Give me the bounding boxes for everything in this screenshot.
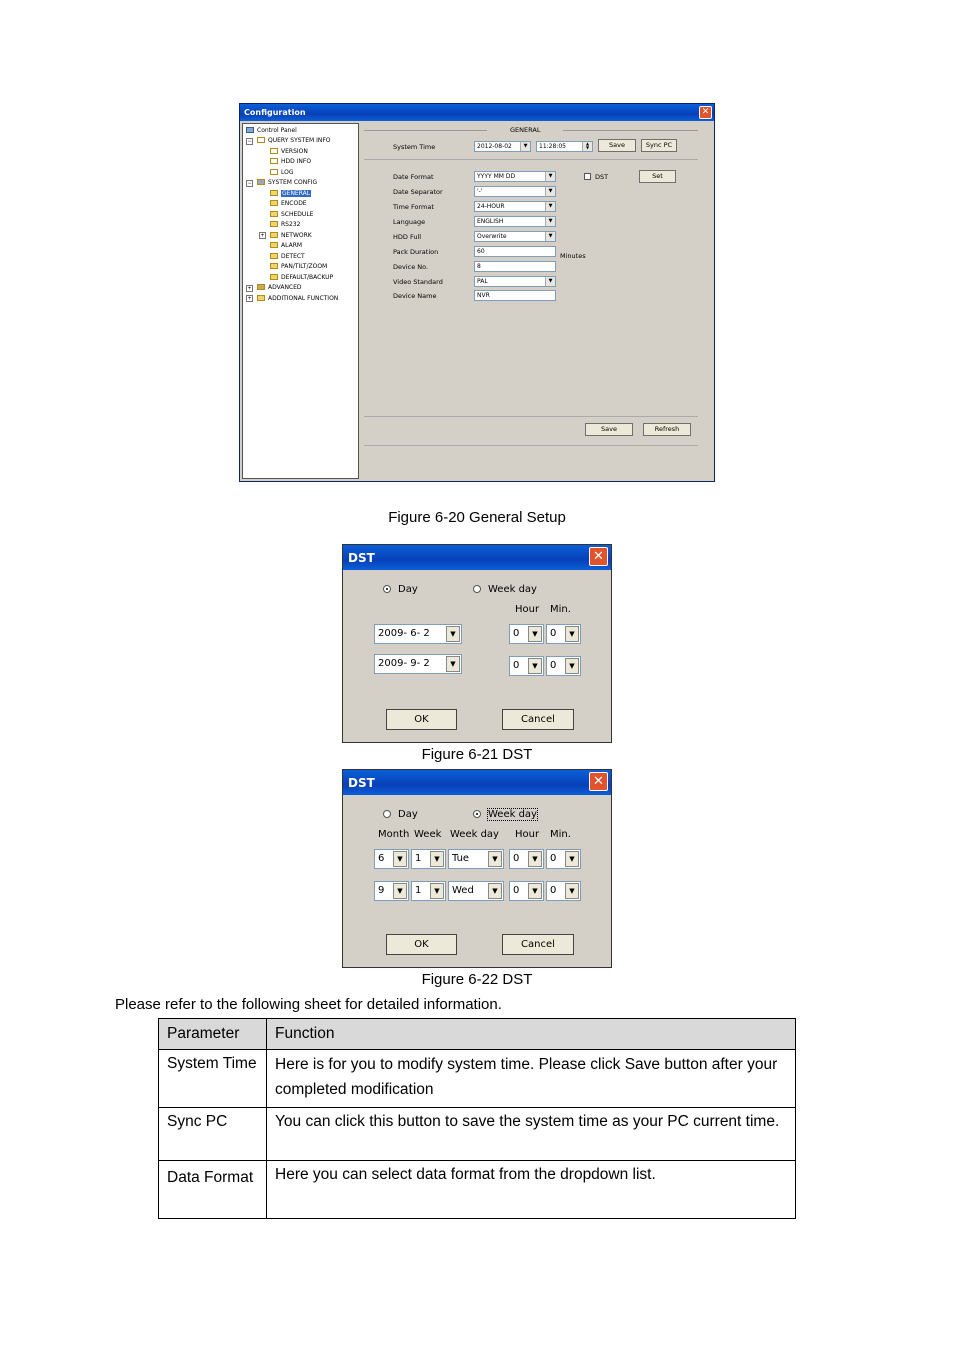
dropdown-arrow-icon[interactable]: ▼ [545, 217, 555, 226]
dropdown-arrow-icon[interactable]: ▼ [393, 851, 407, 867]
tree-system-config[interactable]: SYSTEM CONFIG [257, 179, 317, 187]
day-radio[interactable]: Day [383, 584, 418, 595]
dropdown-arrow-icon[interactable]: ▼ [393, 883, 407, 899]
header-function: Function [267, 1019, 796, 1050]
dropdown-arrow-icon[interactable]: ▼ [488, 851, 502, 867]
cancel-button[interactable]: Cancel [502, 934, 574, 955]
function-cell: Here you can select data format from the dropdown list. [267, 1161, 796, 1219]
dst-set-button[interactable]: Set [639, 170, 676, 183]
end-hour-select[interactable]: 0 ▼ [509, 656, 544, 676]
tree-network[interactable]: NETWORK [270, 232, 312, 240]
tree-control-panel[interactable]: Control Panel [246, 127, 297, 135]
dropdown-arrow-icon[interactable]: ▼ [528, 658, 542, 674]
tree-default-backup[interactable]: DEFAULT/BACKUP [270, 274, 333, 282]
collapse-icon[interactable]: − [247, 139, 252, 145]
divider [364, 159, 698, 160]
week-day-radio[interactable]: Week day [473, 584, 537, 595]
ok-button[interactable]: OK [386, 934, 457, 955]
week-label: Week [414, 829, 442, 840]
tree-additional-function[interactable]: ADDITIONAL FUNCTION [257, 295, 338, 303]
config-tree-panel [242, 123, 359, 479]
expand-icon[interactable]: + [247, 286, 252, 292]
folder-icon [270, 221, 278, 227]
dropdown-arrow-icon[interactable]: ▼ [446, 626, 460, 642]
tree-rs232[interactable]: RS232 [270, 221, 300, 229]
save-button[interactable]: Save [585, 423, 633, 436]
system-date-field[interactable]: 2012-08-02 ▼ [474, 141, 531, 152]
dst-week-titlebar [343, 770, 611, 795]
dst-week-title: DST [348, 776, 375, 790]
folder-icon [270, 274, 278, 280]
start-month-select[interactable]: 6 ▼ [374, 849, 409, 869]
dropdown-arrow-icon[interactable]: ▼ [488, 883, 502, 899]
minutes-label: Minutes [560, 252, 586, 260]
dst-day-titlebar [343, 545, 611, 570]
radio-selected-icon [383, 585, 391, 593]
folder-icon [270, 200, 278, 206]
time-format-label: Time Format [393, 203, 434, 211]
general-panel [362, 123, 712, 479]
hdd-full-select[interactable]: Overwrite ▼ [474, 231, 556, 242]
start-week-select[interactable]: 1 ▼ [411, 849, 446, 869]
dropdown-arrow-icon[interactable]: ▼ [430, 883, 444, 899]
folder-icon [270, 263, 278, 269]
refresh-button[interactable]: Refresh [643, 423, 691, 436]
dropdown-arrow-icon[interactable]: ▼ [565, 626, 579, 642]
dst-checkbox[interactable] [584, 173, 591, 180]
table-row [159, 1108, 796, 1161]
dropdown-arrow-icon[interactable]: ▼ [565, 851, 579, 867]
day-radio[interactable]: Day [383, 809, 418, 820]
radio-selected-icon [473, 810, 481, 818]
end-hour-select[interactable]: 0 ▼ [509, 881, 544, 901]
device-name-input[interactable]: NVR [474, 290, 556, 301]
week-day-radio[interactable]: Week day [473, 809, 537, 820]
computer-icon [246, 127, 254, 133]
figure-caption-6-20: Figure 6-20 General Setup [388, 509, 566, 526]
config-titlebar [240, 104, 714, 121]
document-icon [270, 169, 278, 175]
tree-schedule[interactable]: SCHEDULE [270, 211, 313, 219]
document-icon [257, 137, 265, 143]
end-month-select[interactable]: 9 ▼ [374, 881, 409, 901]
device-no-input[interactable]: 8 [474, 261, 556, 272]
tree-advanced[interactable]: ADVANCED [257, 284, 302, 292]
figure-caption-6-21: Figure 6-21 DST [421, 746, 533, 763]
folder-icon [270, 253, 278, 259]
collapse-icon[interactable]: − [247, 181, 252, 187]
radio-unselected-icon [473, 585, 481, 593]
time-format-select[interactable]: 24-HOUR ▼ [474, 201, 556, 212]
dropdown-arrow-icon[interactable]: ▼ [565, 883, 579, 899]
section-title: GENERAL [487, 126, 563, 134]
pack-duration-label: Pack Duration [393, 248, 439, 256]
folder-icon [270, 190, 278, 196]
dst-day-dialog [342, 544, 612, 743]
function-cell: Here is for you to modify system time. Please click Save button after your completed modification [267, 1050, 796, 1108]
weekday-column-label: Week day [450, 829, 499, 840]
parameter-table [158, 1018, 796, 1219]
param-cell: Data Format [159, 1161, 267, 1219]
end-date-picker[interactable]: 2009- 9- 2 ▼ [374, 654, 462, 674]
dropdown-arrow-icon[interactable]: ▼ [446, 656, 460, 672]
min-label: Min. [550, 604, 571, 615]
dropdown-arrow-icon[interactable]: ▼ [528, 851, 542, 867]
dst-checkbox-label: DST [595, 173, 609, 181]
tree-pan-tilt-zoom[interactable]: PAN/TILT/ZOOM [270, 263, 327, 271]
table-header-row [159, 1019, 796, 1050]
tree-alarm[interactable]: ALARM [270, 242, 302, 250]
document-icon [270, 158, 278, 164]
date-format-label: Date Format [393, 173, 434, 181]
start-weekday-select[interactable]: Tue ▼ [448, 849, 504, 869]
cancel-button[interactable]: Cancel [502, 709, 574, 730]
tree-hdd-info[interactable]: HDD INFO [270, 158, 311, 166]
tools-icon [257, 284, 265, 290]
month-label: Month [378, 829, 410, 840]
end-week-select[interactable]: 1 ▼ [411, 881, 446, 901]
configuration-window [239, 103, 715, 482]
folder-icon [257, 295, 265, 301]
dst-week-dialog [342, 769, 612, 968]
config-close-button[interactable]: ✕ [699, 106, 712, 119]
save-time-button[interactable]: Save [598, 139, 636, 152]
date-separator-select[interactable]: '-' ▼ [474, 186, 556, 197]
video-standard-label: Video Standard [393, 278, 443, 286]
tree-log[interactable]: LOG [270, 169, 294, 177]
date-separator-label: Date Separator [393, 188, 443, 196]
start-min-select[interactable]: 0 ▼ [546, 624, 581, 644]
settings-icon [257, 179, 265, 185]
header-parameter: Parameter [159, 1019, 267, 1050]
start-min-select[interactable]: 0 ▼ [546, 849, 581, 869]
start-hour-select[interactable]: 0 ▼ [509, 624, 544, 644]
dropdown-arrow-icon[interactable]: ▼ [565, 658, 579, 674]
dropdown-arrow-icon[interactable]: ▼ [545, 232, 555, 241]
tree-encode[interactable]: ENCODE [270, 200, 307, 208]
document-icon [270, 148, 278, 154]
min-label: Min. [550, 829, 571, 840]
date-format-select[interactable]: YYYY MM DD ▼ [474, 171, 556, 182]
hour-label: Hour [515, 604, 540, 615]
end-min-select[interactable]: 0 ▼ [546, 656, 581, 676]
param-cell: System Time [159, 1050, 267, 1108]
device-no-label: Device No. [393, 263, 429, 271]
param-cell: Sync PC [159, 1108, 267, 1161]
divider [364, 416, 698, 417]
table-row [159, 1161, 796, 1219]
tree-detect[interactable]: DETECT [270, 253, 305, 261]
dropdown-arrow-icon[interactable]: ▼ [430, 851, 444, 867]
tree-query-system-info[interactable]: QUERY SYSTEM INFO [257, 137, 331, 145]
pack-duration-input[interactable]: 60 [474, 246, 556, 257]
dropdown-arrow-icon[interactable]: ▼ [520, 142, 530, 151]
tree-version[interactable]: VERSION [270, 148, 308, 156]
expand-icon[interactable]: + [260, 233, 265, 239]
dropdown-arrow-icon[interactable]: ▼ [528, 883, 542, 899]
system-time-label: System Time [393, 143, 436, 151]
end-min-select[interactable]: 0 ▼ [546, 881, 581, 901]
ok-button[interactable]: OK [386, 709, 457, 730]
language-label: Language [393, 218, 426, 226]
hour-label: Hour [515, 829, 540, 840]
dropdown-arrow-icon[interactable]: ▼ [545, 202, 555, 211]
intro-text: Please refer to the following sheet for detailed information. [115, 996, 502, 1013]
divider [364, 445, 698, 446]
figure-caption-6-22: Figure 6-22 DST [421, 971, 533, 988]
video-standard-select[interactable]: PAL ▼ [474, 276, 556, 287]
dst-day-close-button[interactable]: ✕ [589, 547, 608, 566]
config-title: Configuration [244, 108, 306, 117]
dst-day-title: DST [348, 551, 375, 565]
device-name-label: Device Name [393, 292, 437, 300]
table-row [159, 1050, 796, 1108]
end-weekday-select[interactable]: Wed ▼ [448, 881, 504, 901]
start-hour-select[interactable]: 0 ▼ [509, 849, 544, 869]
folder-icon [270, 232, 278, 238]
dropdown-arrow-icon[interactable]: ▼ [545, 172, 555, 181]
function-cell: You can click this button to save the system time as your PC current time. [267, 1108, 796, 1161]
hdd-full-label: HDD Full [393, 233, 422, 241]
sync-pc-button[interactable]: Sync PC [641, 139, 677, 152]
folder-icon [270, 242, 278, 248]
tree-general[interactable]: GENERAL [270, 190, 311, 198]
spin-arrows-icon[interactable]: ▲ ▼ [582, 142, 592, 151]
language-select[interactable]: ENGLISH ▼ [474, 216, 556, 227]
expand-icon[interactable]: + [247, 296, 252, 302]
dst-week-close-button[interactable]: ✕ [589, 772, 608, 791]
dropdown-arrow-icon[interactable]: ▼ [528, 626, 542, 642]
dropdown-arrow-icon[interactable]: ▼ [545, 277, 555, 286]
dropdown-arrow-icon[interactable]: ▼ [545, 187, 555, 196]
folder-icon [270, 211, 278, 217]
start-date-picker[interactable]: 2009- 6- 2 ▼ [374, 624, 462, 644]
system-time-field[interactable]: 11:28:05 ▲ ▼ [536, 141, 593, 152]
radio-unselected-icon [383, 810, 391, 818]
